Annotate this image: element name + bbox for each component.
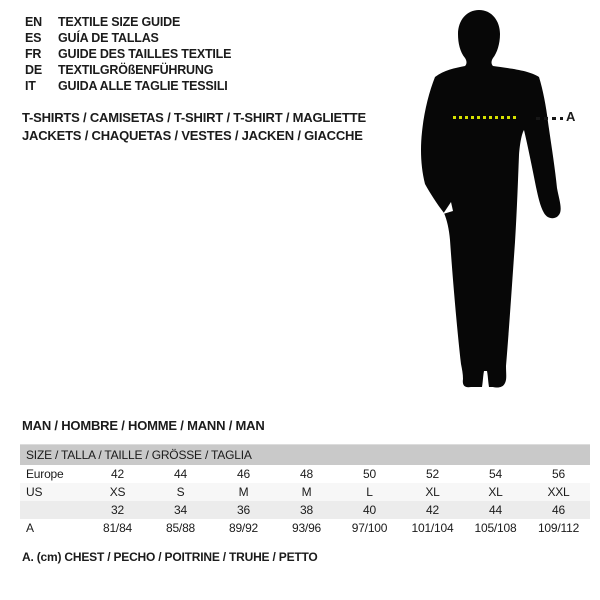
- list-item: [25, 14, 231, 30]
- table-cell: 42: [111, 467, 124, 481]
- table-cell: 32: [111, 503, 124, 517]
- man-figure: [405, 0, 580, 395]
- table-cell: 40: [363, 503, 376, 517]
- table-cell: 46: [552, 503, 565, 517]
- table-cell: 44: [174, 467, 187, 481]
- table-cell: 89/92: [228, 521, 259, 535]
- measure-label-a: A: [566, 109, 576, 124]
- table-cell: 109/112: [537, 521, 580, 535]
- table-cell: 56: [552, 467, 565, 481]
- table-row-us: [20, 483, 590, 501]
- table-cell: M: [301, 485, 312, 499]
- list-item: [25, 62, 231, 78]
- list-item: [25, 78, 231, 94]
- row-label: US: [26, 485, 43, 499]
- table-row-numeric: [20, 501, 590, 519]
- language-label: GUÍA DE TALLAS: [58, 31, 159, 45]
- table-cell: M: [238, 485, 249, 499]
- table-cell: 36: [237, 503, 250, 517]
- language-code: IT: [25, 79, 36, 93]
- table-cell: 34: [174, 503, 187, 517]
- table-cell: 50: [363, 467, 376, 481]
- table-cell: 46: [237, 467, 250, 481]
- language-label: TEXTILGRÖßENFÜHRUNG: [58, 63, 214, 77]
- language-label: GUIDA ALLE TAGLIE TESSILI: [58, 79, 228, 93]
- table-cell: S: [176, 485, 185, 499]
- language-code: EN: [25, 15, 42, 29]
- language-label: GUIDE DES TAILLES TEXTILE: [58, 47, 232, 61]
- category-tshirts: T-SHIRTS / CAMISETAS / T-SHIRT / T-SHIRT / MAGLIETTE: [22, 110, 366, 125]
- table-cell: 48: [300, 467, 313, 481]
- table-cell: 42: [426, 503, 439, 517]
- language-code: ES: [25, 31, 42, 45]
- chest-measure-leader: [536, 117, 563, 120]
- man-silhouette: [405, 0, 580, 395]
- measure-footnote: A. (cm) CHEST / PECHO / POITRINE / TRUHE / PETTO: [22, 550, 318, 564]
- row-label: A: [26, 521, 34, 535]
- table-cell: 105/108: [474, 521, 517, 535]
- size-table-header: SIZE / TALLA / TAILLE / GRÖSSE / TAGLIA: [20, 445, 590, 465]
- table-cell: 54: [489, 467, 502, 481]
- row-label: [20, 501, 86, 519]
- chest-measure-line: [453, 116, 517, 119]
- table-row-europe: [20, 465, 590, 483]
- language-guide-list: [25, 14, 231, 94]
- language-code: FR: [25, 47, 42, 61]
- language-code: DE: [25, 63, 42, 77]
- table-row-chest: [20, 519, 590, 537]
- table-cell: L: [366, 485, 373, 499]
- category-jackets: JACKETS / CHAQUETAS / VESTES / JACKEN / GIACCHE: [22, 128, 363, 143]
- language-label: TEXTILE SIZE GUIDE: [58, 15, 181, 29]
- table-cell: XL: [488, 485, 503, 499]
- table-cell: 44: [489, 503, 502, 517]
- table-cell: XL: [425, 485, 440, 499]
- table-cell: XS: [109, 485, 126, 499]
- table-cell: XXL: [547, 485, 570, 499]
- list-item: [25, 30, 231, 46]
- table-cell: 52: [426, 467, 439, 481]
- table-cell: 93/96: [291, 521, 322, 535]
- table-cell: 81/84: [102, 521, 133, 535]
- table-cell: 101/104: [411, 521, 454, 535]
- row-label: Europe: [26, 467, 64, 481]
- table-cell: 85/88: [165, 521, 196, 535]
- size-table: [20, 444, 590, 537]
- table-cell: 97/100: [351, 521, 388, 535]
- list-item: [25, 46, 231, 62]
- section-title-man: MAN / HOMBRE / HOMME / MANN / MAN: [22, 418, 265, 433]
- table-cell: 38: [300, 503, 313, 517]
